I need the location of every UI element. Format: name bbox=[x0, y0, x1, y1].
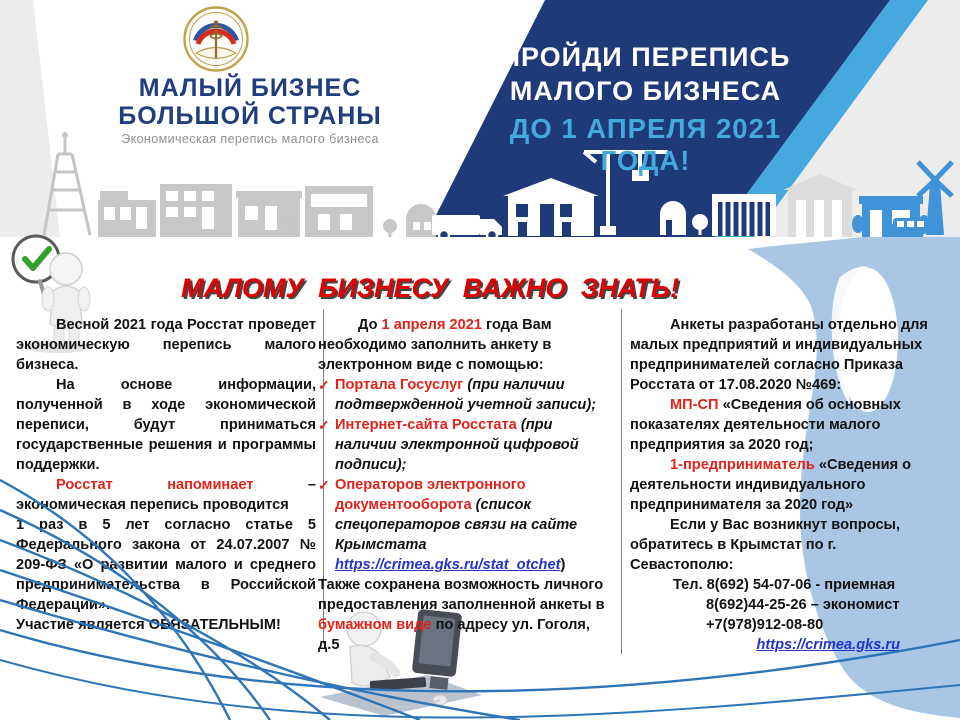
paragraph: На основе информации, полученной в ходе экономической переписи, будут приниматься государственные решения и программы поддержки. bbox=[16, 377, 316, 473]
stat-report-link[interactable]: https://crimea.gks.ru/stat_otchet bbox=[335, 557, 561, 573]
paragraph: До 1 апреля 2021 года Вам необходимо заполнить анкету в электронном виде с помощью: bbox=[318, 317, 552, 373]
list-item: ✓ Портала Госуслуг (при наличии подтвержденной учетной записи); bbox=[318, 377, 597, 413]
paragraph: 1-предприниматель «Сведения о деятельности индивидуального предпринимателя за 2020 год» bbox=[630, 457, 912, 513]
column-how-to-fill bbox=[318, 315, 614, 655]
rosstat-emblem-icon bbox=[183, 6, 249, 72]
logo-block bbox=[95, 0, 405, 160]
list-item: ✓ Операторов электронного документооборота (список спецоператоров связи на сайте Крымстата https://crimea.gks.ru/stat_otchet) bbox=[318, 477, 578, 573]
logo-title-line2: БОЛЬШОЙ СТРАНЫ bbox=[118, 102, 382, 130]
krymstat-site-link[interactable]: https://crimea.gks.ru bbox=[756, 637, 900, 653]
paragraph: МП-СП «Сведения об основных показателях деятельности малого предприятия за 2020 год; bbox=[630, 397, 901, 453]
checkmark-icon: ✓ bbox=[318, 377, 330, 393]
paragraph: Также сохранена возможность личного предоставления заполненной анкеты в бумажном виде по адресу ул. Гоголя, д.5 bbox=[318, 577, 605, 653]
banner-line1: ПРОЙДИ ПЕРЕПИСЬ bbox=[500, 42, 791, 72]
column-divider-2 bbox=[621, 309, 622, 654]
paragraph: Если у Вас возникнут вопросы, обратитесь в Крымстат по г. Севастополю: bbox=[630, 517, 901, 573]
paragraph: Росстат напоминает – экономическая перепись проводится bbox=[16, 477, 317, 513]
list-item: ✓ Интернет-сайта Росстата (при наличии электронной цифровой подписи); bbox=[318, 417, 579, 473]
logo-subtitle: Экономическая перепись малого бизнеса bbox=[121, 132, 379, 146]
column-census-info bbox=[16, 315, 316, 635]
census-banner bbox=[473, 40, 818, 177]
logo-title-line1: МАЛЫЙ БИЗНЕС bbox=[138, 74, 362, 102]
paragraph: Анкеты разработаны отдельно для малых предприятий и индивидуальных предпринимателей согласно Приказа Росстата от 17.08.2020 №469: bbox=[630, 317, 928, 393]
paragraph: 1 раз в 5 лет согласно статье 5 Федерального закона от 24.07.2007 № 209-ФЗ «О развитии малого и среднего предпринимательства в Российской Федерации». bbox=[16, 517, 316, 613]
checkmark-icon: ✓ bbox=[318, 417, 330, 433]
phone-mobile: +7(978)912-08-80 bbox=[706, 617, 824, 633]
main-title: МАЛОМУ БИЗНЕСУ ВАЖНО ЗНАТЬ! bbox=[180, 273, 680, 303]
header bbox=[0, 0, 960, 237]
content bbox=[0, 237, 960, 720]
paragraph: Участие является ОБЯЗАТЕЛЬНЫМ! bbox=[16, 617, 281, 633]
checkmark-icon: ✓ bbox=[318, 477, 330, 493]
phone-economist: 8(692)44-25-26 – экономист bbox=[706, 597, 900, 613]
column-forms-contacts bbox=[630, 315, 942, 655]
banner-deadline: ДО 1 АПРЕЛЯ 2021 ГОДА! bbox=[509, 113, 782, 176]
banner-line2: МАЛОГО БИЗНЕСА bbox=[509, 76, 782, 106]
phone-reception: Тел. 8(692) 54-07-06 - приемная bbox=[673, 577, 896, 593]
paragraph: Весной 2021 года Росстат проведет экономическую перепись малого бизнеса. bbox=[16, 317, 316, 373]
